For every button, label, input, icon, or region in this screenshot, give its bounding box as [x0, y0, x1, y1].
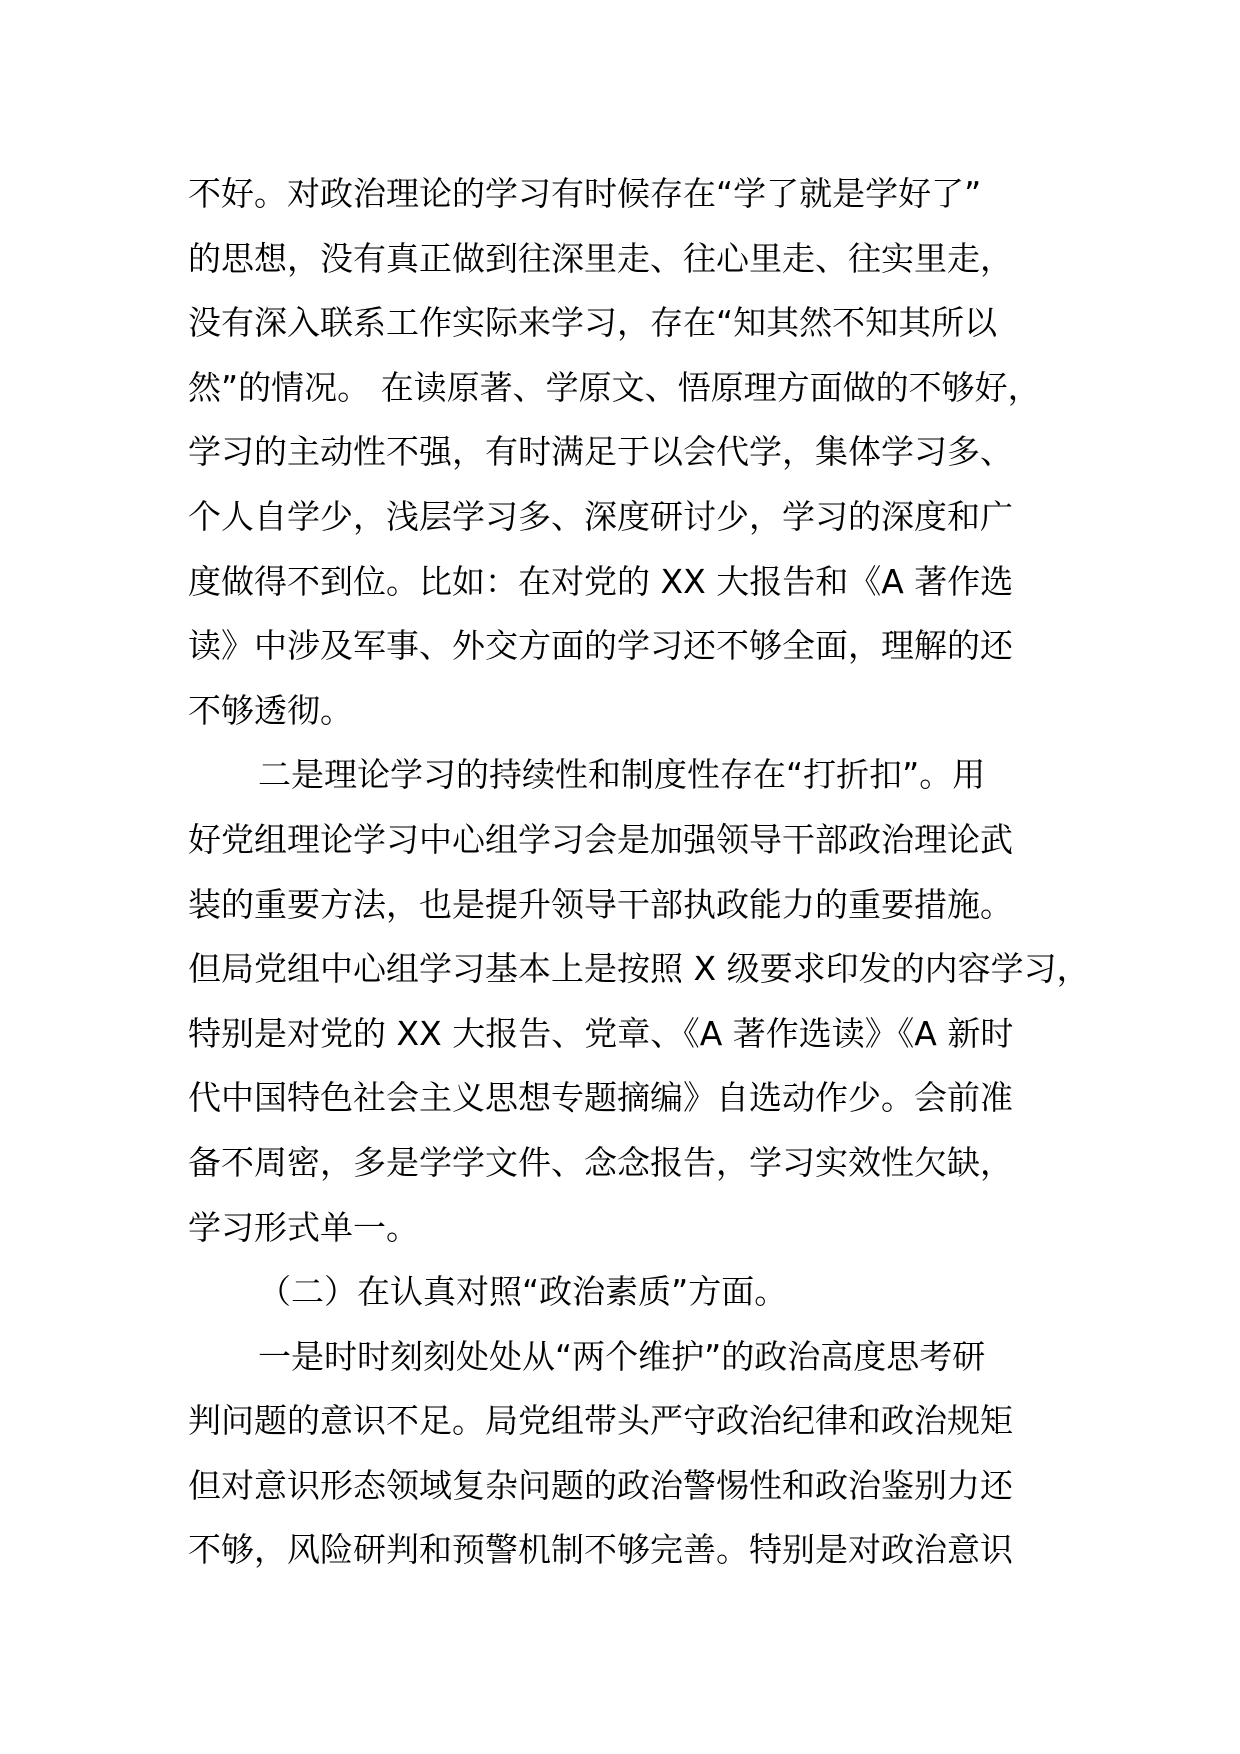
text-line: 好党组理论学习中心组学习会是加强领导干部政治理论武 — [188, 819, 1013, 859]
text-line: 然”的情况。 在读原著、学原文、悟原理方面做的不够好， — [188, 367, 1041, 407]
text-line: 备不周密，多是学学文件、念念报告，学习实效性欠缺， — [188, 1142, 1013, 1182]
paragraph-start-line: 二是理论学习的持续性和制度性存在“打折扣”。用 — [258, 755, 986, 795]
text-line: 读》中涉及军事、外交方面的学习还不够全面，理解的还 — [188, 626, 1013, 666]
text-line: 学习的主动性不强，有时满足于以会代学，集体学习多、 — [188, 432, 1013, 472]
text-line: 代中国特色社会主义思想专题摘编》自选动作少。会前准 — [188, 1078, 1013, 1118]
text-line: 度做得不到位。比如：在对党的 XX 大报告和《A 著作选 — [188, 561, 1014, 601]
section-heading: （二）在认真对照“政治素质”方面。 — [258, 1272, 788, 1312]
text-line: 但局党组中心组学习基本上是按照 X 级要求印发的内容学习， — [188, 949, 1090, 989]
body-text — [188, 162, 1088, 1583]
text-line: 没有深入联系工作实际来学习，存在“知其然不知其所以 — [188, 303, 998, 343]
text-line: 学习形式单一。 — [188, 1207, 419, 1247]
text-line: 不好。对政治理论的学习有时候存在“学了就是学好了” — [188, 174, 982, 213]
text-line: 但对意识形态领域复杂问题的政治警惕性和政治鉴别力还 — [188, 1465, 1013, 1505]
text-line: 个人自学少，浅层学习多、深度研讨少，学习的深度和广 — [188, 496, 1013, 536]
text-line: 不够透彻。 — [188, 690, 353, 730]
paragraph-start-line: 一是时时刻刻处处从“两个维护”的政治高度思考研 — [258, 1336, 986, 1376]
text-line: 的思想，没有真正做到往深里走、往心里走、往实里走， — [188, 238, 1013, 278]
text-line: 判问题的意识不足。局党组带头严守政治纪律和政治规矩 — [188, 1401, 1013, 1441]
text-line: 特别是对党的 XX 大报告、党章、《A 著作选读》《A 新时 — [188, 1013, 1014, 1053]
text-line: 不够，风险研判和预警机制不够完善。特别是对政治意识 — [188, 1530, 1013, 1570]
text-line: 装的重要方法，也是提升领导干部执政能力的重要措施。 — [188, 884, 1013, 924]
